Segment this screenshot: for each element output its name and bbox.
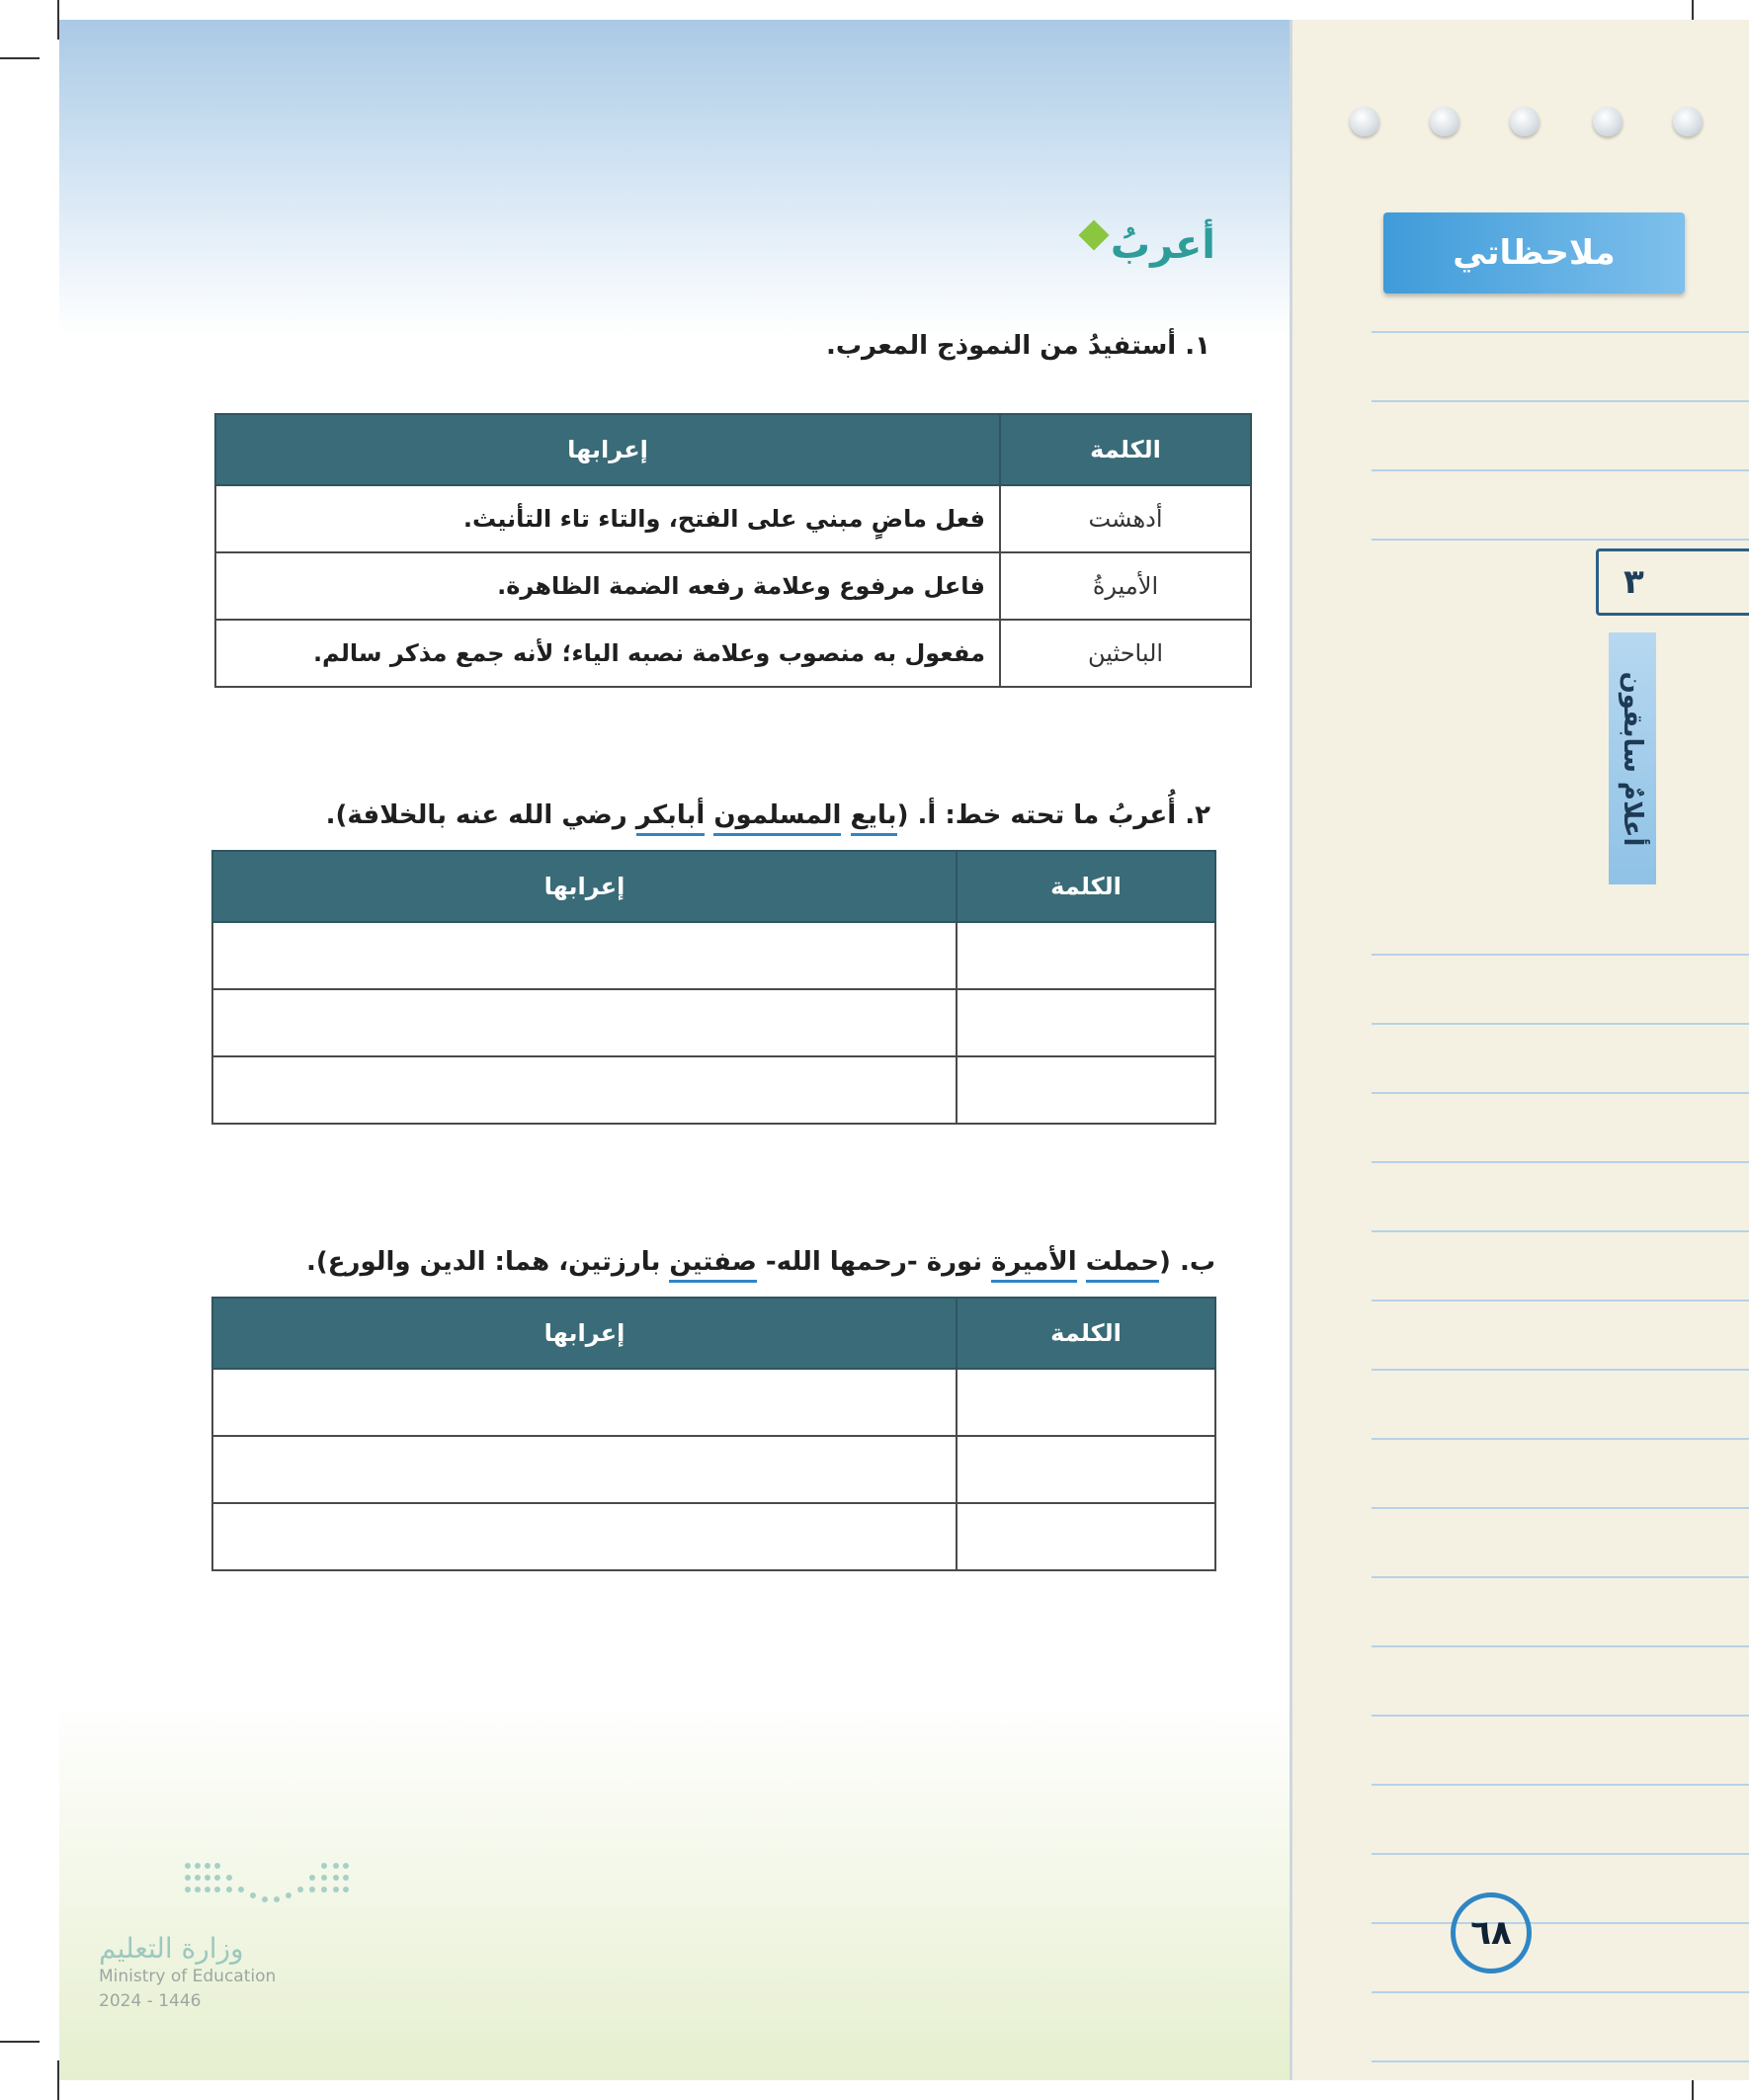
analysis-cell: فاعل مرفوع وعلامة رفعه الضمة الظاهرة. bbox=[215, 552, 1000, 620]
question-2b-prompt bbox=[306, 1247, 1215, 1277]
binder-ring bbox=[1350, 107, 1379, 136]
analysis-answer-cell[interactable] bbox=[212, 1436, 957, 1503]
word-answer-cell[interactable] bbox=[957, 989, 1215, 1056]
page-number-text: ٦٨ bbox=[1470, 1913, 1512, 1953]
model-analysis-table bbox=[214, 413, 1252, 688]
ruled-line bbox=[1372, 331, 1749, 333]
ruled-line bbox=[1372, 1715, 1749, 1717]
word-answer-cell[interactable] bbox=[957, 1056, 1215, 1124]
ruled-line bbox=[1372, 539, 1749, 541]
notes-label-text: ملاحظاتي bbox=[1453, 233, 1616, 273]
underlined-word: بايع bbox=[851, 800, 897, 836]
binder-ring bbox=[1510, 107, 1540, 136]
word-answer-cell[interactable] bbox=[957, 922, 1215, 989]
analysis-column-header: إعرابها bbox=[215, 414, 1000, 485]
prompt-text bbox=[841, 800, 850, 830]
binder-ring bbox=[1430, 107, 1459, 136]
chapter-number: ٣ bbox=[1624, 562, 1644, 602]
prompt-text: نورة -رحمها الله- bbox=[756, 1247, 992, 1277]
page-number bbox=[1451, 1892, 1532, 1974]
ruled-line bbox=[1372, 469, 1749, 471]
answer-table-a bbox=[211, 850, 1216, 1125]
unit-title: أعلامٌ سابقون bbox=[1618, 671, 1647, 847]
ruled-line bbox=[1372, 1922, 1749, 1924]
underlined-word: أبابكر bbox=[636, 800, 706, 836]
ruled-line bbox=[1372, 2060, 1749, 2062]
analysis-answer-cell[interactable] bbox=[212, 1369, 957, 1436]
notes-sidebar bbox=[1290, 20, 1749, 2080]
ruled-line bbox=[1372, 1576, 1749, 1578]
ruled-line bbox=[1372, 1991, 1749, 1993]
section-title bbox=[1083, 222, 1215, 268]
ruled-line bbox=[1372, 1092, 1749, 1094]
table-row bbox=[215, 620, 1251, 687]
table-row bbox=[212, 1369, 1215, 1436]
analysis-cell: مفعول به منصوب وعلامة نصبه الياء؛ لأنه جمع مذكر سالم. bbox=[215, 620, 1000, 687]
underlined-word: المسلمون bbox=[713, 800, 841, 836]
ruled-line bbox=[1372, 1507, 1749, 1509]
prompt-text: ب. ( bbox=[1159, 1247, 1215, 1277]
analysis-column-header: إعرابها bbox=[212, 1298, 957, 1369]
word-answer-cell[interactable] bbox=[957, 1369, 1215, 1436]
table-row bbox=[212, 1503, 1215, 1570]
ruled-line bbox=[1372, 1645, 1749, 1647]
binder-ring bbox=[1673, 107, 1703, 136]
ruled-line bbox=[1372, 1023, 1749, 1025]
word-answer-cell[interactable] bbox=[957, 1436, 1215, 1503]
table-header-row bbox=[212, 1298, 1215, 1369]
ministry-name-arabic: وزارة التعليم bbox=[99, 1932, 244, 1965]
ruled-line bbox=[1372, 1300, 1749, 1302]
prompt-text: بارزتين، هما: الدين والورع). bbox=[305, 1247, 670, 1277]
table-header-row bbox=[212, 851, 1215, 922]
ministry-logo-icon bbox=[178, 1858, 356, 1907]
table-row bbox=[212, 1056, 1215, 1124]
crop-mark bbox=[0, 57, 40, 59]
diamond-icon bbox=[1078, 219, 1109, 250]
analysis-answer-cell[interactable] bbox=[212, 1503, 957, 1570]
table-row bbox=[212, 1436, 1215, 1503]
underlined-word: الأميرة bbox=[991, 1247, 1077, 1283]
word-cell: أدهشت bbox=[1000, 485, 1251, 552]
word-cell: الباحثين bbox=[1000, 620, 1251, 687]
word-column-header: الكلمة bbox=[957, 1298, 1215, 1369]
binder-ring bbox=[1593, 107, 1623, 136]
ruled-line bbox=[1372, 1161, 1749, 1163]
answer-table-b bbox=[211, 1297, 1216, 1571]
analysis-column-header: إعرابها bbox=[212, 851, 957, 922]
table-header-row bbox=[215, 414, 1251, 485]
ruled-line bbox=[1372, 1853, 1749, 1855]
underlined-word: صفتين bbox=[669, 1247, 756, 1283]
ruled-line bbox=[1372, 954, 1749, 956]
analysis-answer-cell[interactable] bbox=[212, 1056, 957, 1124]
ruled-line bbox=[1372, 1784, 1749, 1786]
word-answer-cell[interactable] bbox=[957, 1503, 1215, 1570]
prompt-text bbox=[1077, 1247, 1086, 1277]
analysis-answer-cell[interactable] bbox=[212, 989, 957, 1056]
chapter-number-box bbox=[1596, 548, 1749, 616]
table-row bbox=[215, 485, 1251, 552]
word-cell: الأميرةُ bbox=[1000, 552, 1251, 620]
question-1-prompt: ١. أستفيدُ من النموذج المعرب. bbox=[826, 331, 1210, 361]
notes-label bbox=[1383, 212, 1685, 294]
table-row bbox=[212, 989, 1215, 1056]
ministry-name-english: Ministry of Education bbox=[99, 1967, 277, 1986]
analysis-answer-cell[interactable] bbox=[212, 922, 957, 989]
word-column-header: الكلمة bbox=[1000, 414, 1251, 485]
ruled-line bbox=[1372, 1230, 1749, 1232]
crop-mark bbox=[0, 2041, 40, 2043]
word-column-header: الكلمة bbox=[957, 851, 1215, 922]
ruled-line bbox=[1372, 1369, 1749, 1371]
prompt-text: رضي الله عنه بالخلافة). bbox=[325, 800, 636, 830]
prompt-text bbox=[705, 800, 713, 830]
ruled-line bbox=[1372, 1438, 1749, 1440]
analysis-cell: فعل ماضٍ مبني على الفتح، والتاء تاء التأنيث. bbox=[215, 485, 1000, 552]
question-2a-prompt bbox=[326, 800, 1210, 830]
underlined-word: حملت bbox=[1086, 1247, 1159, 1283]
table-row bbox=[215, 552, 1251, 620]
ruled-line bbox=[1372, 400, 1749, 402]
edition-year: 2024 - 1446 bbox=[99, 1991, 202, 2011]
section-title-text: أعربُ bbox=[1110, 222, 1215, 268]
table-row bbox=[212, 922, 1215, 989]
prompt-text: ٢. أُعربُ ما تحته خط: أ. ( bbox=[896, 800, 1210, 830]
